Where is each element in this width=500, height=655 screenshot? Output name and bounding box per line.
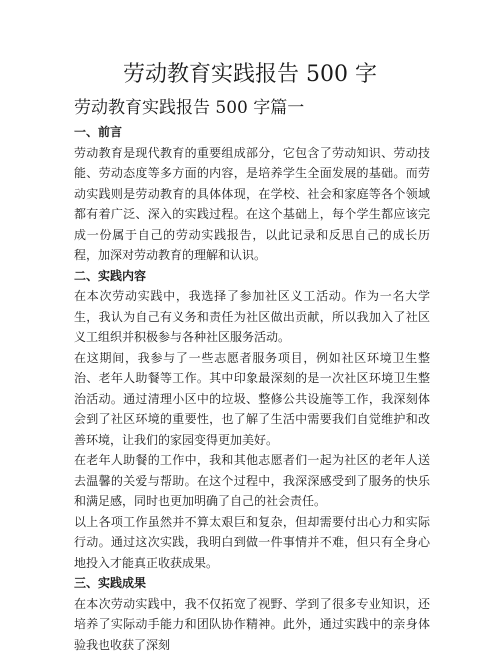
section-heading: 二、实践内容 [74,266,430,287]
paragraph: 在本次劳动实践中，我不仅拓宽了视野、学到了很多专业知识，还培养了实际动手能力和团队协作精神。此外，通过实践中的亲身体验我也收获了深刻 [74,594,430,655]
document-subtitle: 劳动教育实践报告 500 字篇一 [74,96,304,120]
paragraph: 劳动教育是现代教育的重要组成部分，它包含了劳动知识、劳动技能、劳动态度等多方面的内容，是培养学生全面发展的基础。而劳动实践则是劳动教育的具体体现，在学校、社会和家庭等各个领域都有着广泛、深入的实践过程。在这个基础上，每个学生都应该完成一份属于自己的劳动实践报告，以此记录和反思自己的成长历程，加深对劳动教育的理解和认识。 [74,143,430,266]
section-practice-results [74,573,430,655]
paragraph: 在本次劳动实践中，我选择了参加社区义工活动。作为一名大学生，我认为自己有义务和责任为社区做出贡献，所以我加入了社区义工组织并积极参与各种社区服务活动。 [74,286,430,348]
section-practice-content [74,266,430,574]
section-heading: 三、实践成果 [74,573,430,594]
document-body [74,122,430,655]
paragraph: 在这期间，我参与了一些志愿者服务项目，例如社区环境卫生整治、老年人助餐等工作。其中印象最深刻的是一次社区环境卫生整治活动。通过清理小区中的垃圾、整修公共设施等工作，我深刻体会到了社区环境的重要性，也了解了生活中需要我们自觉维护和改善环境，让我们的家园变得更加美好。 [74,348,430,451]
paragraph: 在老年人助餐的工作中，我和其他志愿者们一起为社区的老年人送去温馨的关爱与帮助。在这个过程中，我深深感受到了服务的快乐和满足感，同时也更加明确了自己的社会责任。 [74,450,430,512]
section-heading: 一、前言 [74,122,430,143]
document-title: 劳动教育实践报告 500 字 [0,60,500,90]
section-preface [74,122,430,266]
paragraph: 以上各项工作虽然并不算太艰巨和复杂，但却需要付出心力和实际行动。通过这次实践，我明白到做一件事情并不难，但只有全身心地投入才能真正收获成果。 [74,512,430,574]
